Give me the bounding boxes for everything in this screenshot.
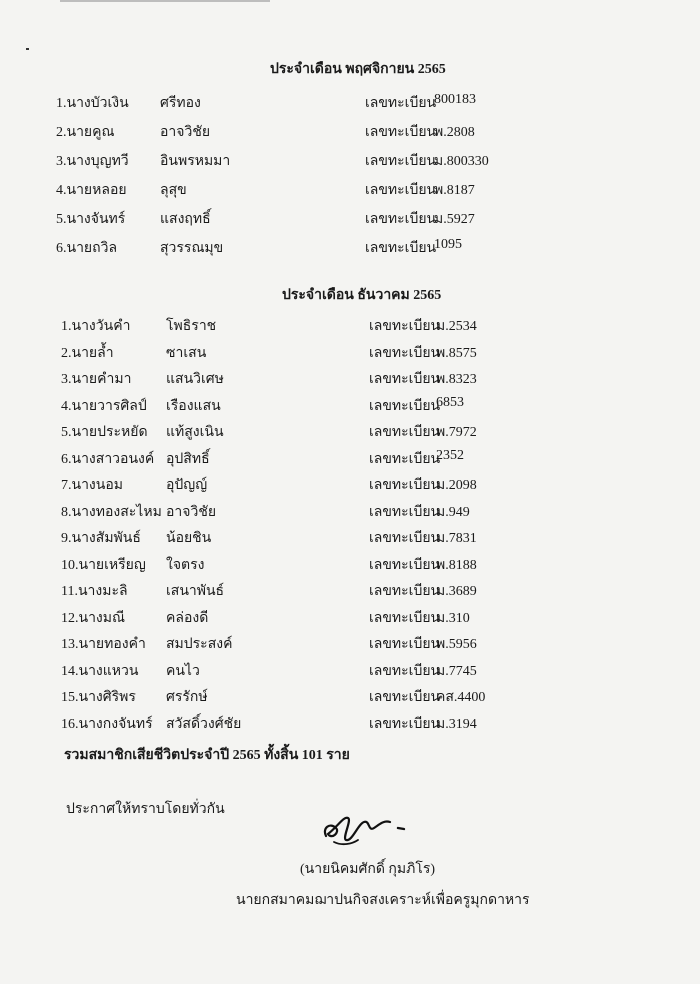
registration-label: เลขทะเบียน [369,451,441,467]
registration-label: เลขทะเบียน [365,183,437,198]
list-item [56,92,536,112]
list-item [61,527,541,547]
registration-number: พ.8575 [436,345,477,361]
registration-number: ม.7831 [436,531,477,546]
member-surname: ลุสุข [160,183,187,198]
member-name: 4.นายหลอย [56,183,127,198]
list-item [56,208,536,228]
registration-number: 1095 [434,237,462,252]
registration-label: เลขทะเบียน [369,398,441,414]
member-surname: ศรรักษ์ [166,690,208,705]
registration-number: ม.5927 [434,212,475,227]
list-item [61,713,541,733]
member-name: 16.นางกงจันทร์ [61,716,153,732]
registration-number: ม.2534 [436,319,477,334]
signer-name: (นายนิคมศักดิ์ กุมภิโร) [300,862,436,877]
registration-number: พ.8187 [434,183,475,198]
registration-number: 800183 [434,92,476,107]
registration-number: พ.7972 [436,425,477,440]
member-surname: อาจวิชัย [160,125,211,140]
list-item [61,448,541,468]
registration-label: เลขทะเบียน [369,584,441,599]
member-surname: อุปสิทธิ์ [166,451,210,467]
member-surname: สมประสงค์ [166,637,233,652]
member-surname: โพธิราช [166,319,217,334]
member-name: 3.นายคำมา [61,372,132,387]
list-item [61,501,541,521]
member-name: 1.นางวันคำ [61,319,131,334]
registration-label: เลขทะเบียน [369,531,441,546]
list-item [61,368,541,388]
member-surname: อาจวิชัย [166,504,217,520]
list-item [56,237,536,257]
registration-number: พ.8188 [436,557,477,573]
registration-label: เลขทะเบียน [369,319,441,334]
list-item [61,474,541,494]
registration-number: คส.4400 [436,690,486,705]
list-item [61,607,541,627]
member-name: 10.นายเหรียญ [61,557,146,573]
member-name: 4.นายวารศิลป์ [61,398,147,414]
list-item [61,421,541,441]
heading-november: ประจำเดือน พฤศจิกายน 2565 [270,62,446,77]
registration-number: ม.3194 [436,716,477,732]
list-item [61,660,541,680]
member-surname: สวัสดิ์วงศ์ชัย [166,716,242,732]
list-item [56,179,536,199]
list-item [61,554,541,574]
member-surname: แท้สูงเนิน [166,425,224,440]
member-name: 3.นางบุญทวี [56,154,129,169]
signer-position: นายกสมาคมฌาปนกิจสงเคราะห์เพื่อครูมุกดาหาร [236,893,530,908]
registration-label: เลขทะเบียน [369,716,441,732]
registration-label: เลขทะเบียน [365,212,437,227]
list-item [61,686,541,706]
registration-label: เลขทะเบียน [369,557,441,573]
registration-number: ม.7745 [436,663,477,679]
member-surname: อินพรหมมา [160,154,231,169]
registration-label: เลขทะเบียน [369,610,441,626]
registration-number: ม.310 [436,610,470,626]
registration-number: ม.949 [436,504,470,520]
registration-label: เลขทะเบียน [369,425,441,440]
registration-label: เลขทะเบียน [369,663,441,679]
member-surname: สุวรรณมุข [160,241,224,256]
registration-number: ม.800330 [434,154,489,169]
signature-mark [318,802,408,852]
registration-number: ม.3689 [436,584,477,599]
registration-label: เลขทะเบียน [369,372,441,387]
member-surname: อุปัญญ์ [166,478,208,493]
registration-label: เลขทะเบียน [369,504,441,520]
member-name: 7.นางนอม [61,478,123,493]
list-item [61,342,541,362]
registration-number: พ.5956 [436,637,477,652]
list-item [56,121,536,141]
member-name: 8.นางทองสะไหม [61,504,162,520]
registration-label: เลขทะเบียน [369,478,441,493]
top-rule [60,0,270,2]
registration-label: เลขทะเบียน [365,241,437,256]
member-surname: ใจตรง [166,557,205,573]
member-name: 9.นางสัมพันธ์ [61,531,141,546]
scan-speck [26,48,29,50]
list-item [61,580,541,600]
registration-label: เลขทะเบียน [365,125,437,140]
registration-label: เลขทะเบียน [369,690,441,705]
annual-total: รวมสมาชิกเสียชีวิตประจำปี 2565 ทั้งสิ้น 101 ราย [64,748,350,763]
heading-december: ประจำเดือน ธันวาคม 2565 [282,288,442,303]
member-surname: เรืองแสน [166,398,221,414]
registration-number: ม.2098 [436,478,477,493]
registration-number: 2352 [436,447,464,463]
member-name: 2.นายคูณ [56,125,115,140]
member-name: 5.นางจันทร์ [56,212,126,227]
member-surname: คนไว [166,663,200,679]
member-name: 2.นายล้ำ [61,345,114,361]
member-name: 12.นางมณี [61,610,125,626]
announcement: ประกาศให้ทราบโดยทั่วกัน [66,802,225,817]
member-surname: คล่องดี [166,610,209,626]
registration-number: พ.8323 [436,372,477,387]
registration-number: 6853 [436,394,464,410]
member-surname: แสงฤทธิ์ [160,212,211,227]
member-name: 6.นายถวิล [56,241,118,256]
registration-label: เลขทะเบียน [369,345,441,361]
member-name: 1.นางบัวเงิน [56,96,129,111]
registration-label: เลขทะเบียน [365,96,437,111]
member-surname: ซาเสน [166,345,207,361]
member-name: 13.นายทองคำ [61,637,146,652]
registration-number: พ.2808 [434,125,475,140]
registration-label: เลขทะเบียน [365,154,437,169]
member-name: 15.นางศิริพร [61,690,136,705]
member-surname: แสนวิเศษ [166,372,224,387]
list-item [61,395,541,415]
member-name: 5.นายประหยัด [61,425,148,440]
member-name: 11.นางมะลิ [61,584,128,599]
member-surname: ศรีทอง [160,96,201,111]
member-surname: เสนาพันธ์ [166,584,225,599]
member-name: 14.นางแหวน [61,663,139,679]
member-surname: น้อยชิน [166,531,212,546]
list-item [61,633,541,653]
registration-label: เลขทะเบียน [369,637,441,652]
list-item [56,150,536,170]
member-name: 6.นางสาวอนงค์ [61,451,155,467]
list-item [61,315,541,335]
